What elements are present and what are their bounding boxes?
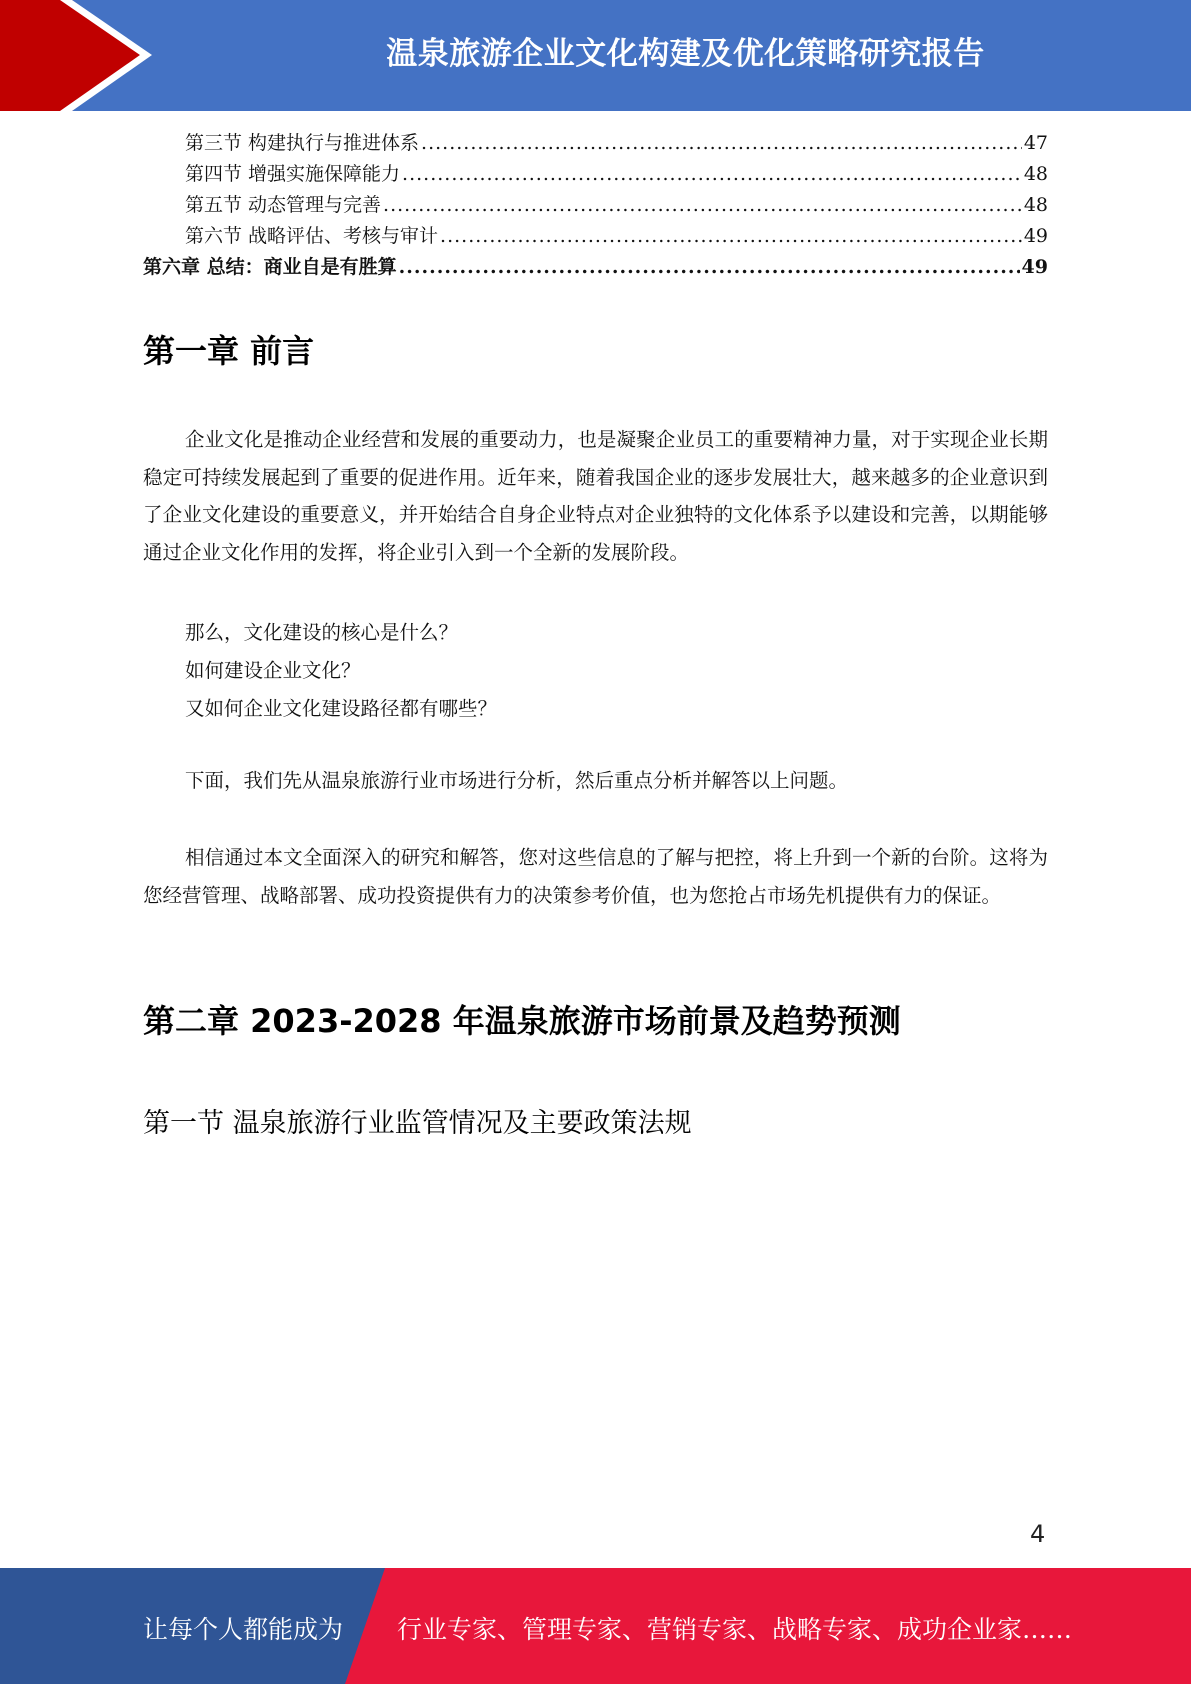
- toc-chapter-entry[interactable]: [143, 252, 1048, 283]
- chapter-2-heading: 第二章 2023-2028 年温泉旅游市场前景及趋势预测: [143, 1002, 901, 1040]
- footer-slogan-right: 行业专家、管理专家、营销专家、战略专家、成功企业家……: [397, 1615, 1073, 1644]
- toc-entry[interactable]: [143, 128, 1048, 159]
- analysis-paragraph: 下面，我们先从温泉旅游行业市场进行分析，然后重点分析并解答以上问题。: [185, 769, 849, 792]
- toc-entry[interactable]: [143, 221, 1048, 252]
- toc-leader-dots: [399, 256, 1020, 278]
- question-line: 那么，文化建设的核心是什么？: [185, 621, 459, 644]
- toc-entry-title: 第六节 战略评估、考核与审计: [185, 225, 439, 247]
- page-number: 4: [1030, 1520, 1046, 1548]
- toc-entry-page: 47: [1023, 132, 1048, 154]
- toc-entry-title: 第三节 构建执行与推进体系: [185, 132, 420, 154]
- toc-entry-page: 48: [1023, 194, 1048, 216]
- question-line: 如何建设企业文化？: [185, 659, 361, 682]
- table-of-contents: [143, 128, 1048, 283]
- toc-entry-page: 49: [1023, 225, 1048, 247]
- toc-leader-dots: [383, 194, 1022, 216]
- toc-leader-dots: [402, 163, 1022, 185]
- toc-entry[interactable]: [143, 190, 1048, 221]
- toc-entry-page: 49: [1021, 256, 1048, 278]
- toc-entry-title: 第五节 动态管理与完善: [185, 194, 382, 216]
- toc-entry-title: 第四节 增强实施保障能力: [185, 163, 401, 185]
- toc-leader-dots: [421, 132, 1022, 154]
- question-line: 又如何企业文化建设路径都有哪些？: [185, 697, 498, 720]
- toc-entry-page: 48: [1023, 163, 1048, 185]
- chapter-1-heading: 第一章 前言: [143, 332, 315, 370]
- report-title: 温泉旅游企业文化构建及优化策略研究报告: [386, 36, 985, 72]
- page-header: [0, 0, 1191, 111]
- page-footer: [0, 1568, 1191, 1684]
- footer-slogan-left: 让每个人都能成为: [143, 1615, 344, 1644]
- section-1-heading: 第一节 温泉旅游行业监管情况及主要政策法规: [143, 1108, 692, 1139]
- toc-entry-title: 第六章 总结：商业自是有胜算: [143, 256, 397, 278]
- intro-paragraph: 企业文化是推动企业经营和发展的重要动力，也是凝聚企业员工的重要精神力量，对于实现企业长期稳定可持续发展起到了重要的促进作用。近年来，随着我国企业的逐步发展壮大，越来越多的企业意识到了企业文化建设的重要意义，并开始结合自身企业特点对企业独特的文化体系予以建设和完善，以期能够通过企业文化作用的发挥，将企业引入到一个全新的发展阶段。: [143, 428, 1048, 564]
- conclusion-paragraph: 相信通过本文全面深入的研究和解答，您对这些信息的了解与把控，将上升到一个新的台阶。这将为您经营管理、战略部署、成功投资提供有力的决策参考价值，也为您抢占市场先机提供有力的保证。: [143, 846, 1048, 907]
- toc-leader-dots: [440, 225, 1022, 247]
- toc-entry[interactable]: [143, 159, 1048, 190]
- header-red-arrow-shape: [0, 0, 140, 111]
